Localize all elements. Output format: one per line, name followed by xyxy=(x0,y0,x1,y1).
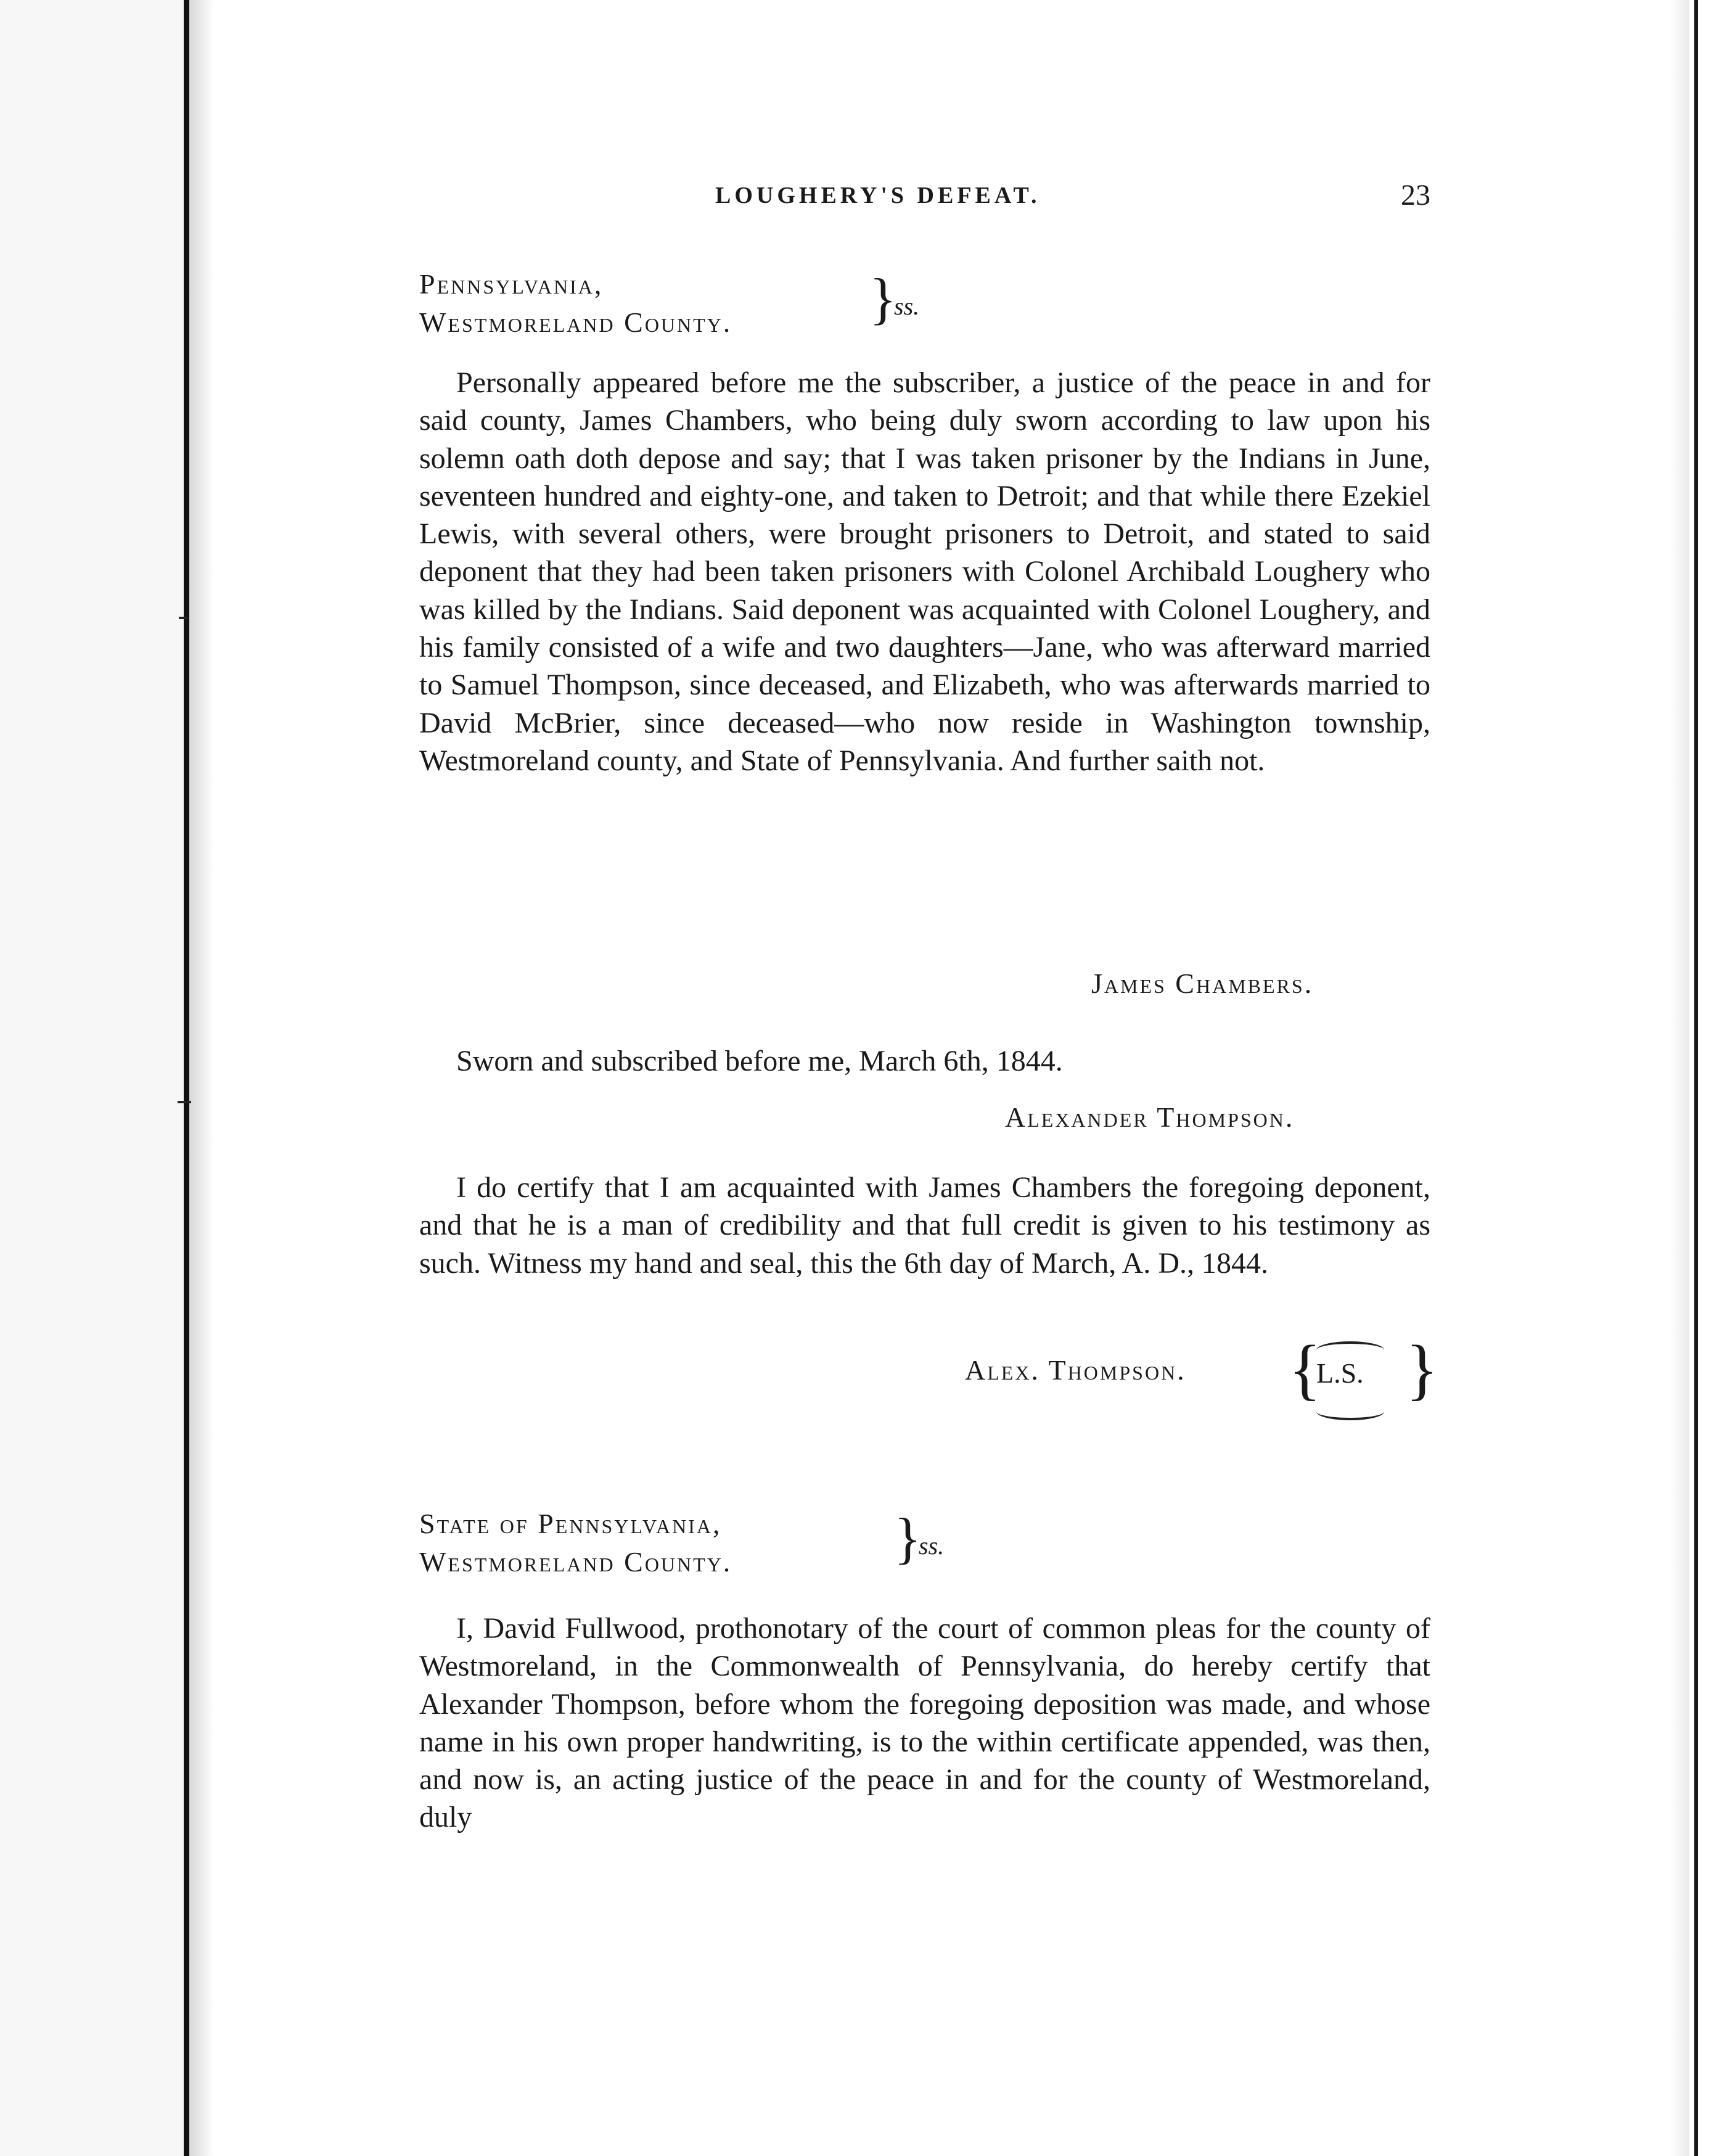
venue-ss: ss. xyxy=(919,1532,945,1560)
venue-state: State of Pennsylvania, xyxy=(419,1508,722,1539)
sworn-text: Sworn and subscribed before me, March 6th, 1844. xyxy=(456,1045,1063,1077)
running-header xyxy=(419,179,1430,219)
scan-mark xyxy=(179,617,187,619)
seal-scroll-bottom xyxy=(1316,1403,1384,1420)
deponent-signature: James Chambers. xyxy=(1091,968,1314,999)
certificate-paragraph xyxy=(419,1169,1430,1282)
scan-mark xyxy=(178,1101,191,1103)
venue-heading-1 xyxy=(419,265,974,345)
prothonotary-paragraph xyxy=(419,1610,1430,1837)
certificate-text: I do certify that I am acquainted with James Chambers the foregoing deponent, and that he is a man of credibility and that full credit is given to his testimony as such. Witness my hand and seal, this the 6th day of March, A. D., 1844. xyxy=(419,1171,1430,1280)
justice-signature: Alexander Thompson. xyxy=(1005,1101,1295,1133)
seal-text: L.S. xyxy=(1316,1357,1364,1389)
facing-page-edge xyxy=(0,0,184,2156)
venue-heading-2 xyxy=(419,1505,974,1585)
venue-county: Westmoreland County. xyxy=(419,307,732,338)
deposition-paragraph xyxy=(419,364,1430,780)
venue-state: Pennsylvania, xyxy=(419,268,604,300)
page-number: 23 xyxy=(1401,179,1430,212)
seal-right-brace: } xyxy=(1406,1331,1438,1407)
venue-brace: } xyxy=(894,1507,922,1570)
book-gutter xyxy=(184,0,189,2156)
gutter-shadow xyxy=(189,0,214,2156)
seal-left-brace: { xyxy=(1289,1331,1321,1407)
deposition-text: Personally appeared before me the subscriber, a justice of the peace in and for said county, James Chambers, who being duly sworn according to law upon his solemn oath doth depose and say; that I was taken prisoner by the Indians in June, seventeen hundred and eighty-one, and taken to Detroit; and that while there Ezekiel Lewis, with several others, were brought prisoners to Detroit, and stated to said deponent that they had been taken prisoners with Colonel Archibald Loughery who was killed by the Indians. Said deponent was acquainted with Colonel Loughery, and his family consisted of a wife and two daughters—Jane, who was afterward married to Samuel Thompson, since deceased, and Elizabeth, who was afterwards married to David McBrier, since deceased—who now reside in Washington township, Westmoreland county, and State of Pennsylvania. And further saith not. xyxy=(419,366,1430,777)
running-title: LOUGHERY'S DEFEAT. xyxy=(715,183,1041,208)
sworn-paragraph xyxy=(419,1042,1430,1080)
prothonotary-text: I, David Fullwood, prothonotary of the court of common pleas for the county of Westmoreland, in the Commonwealth of Pennsylvania, do hereby certify that Alexander Thompson, before whom the foregoing deposition was made, and whose name in his own proper handwriting, is to the within certificate appended, was then, and now is, an acting justice of the peace in and for the county of Westmoreland, duly xyxy=(419,1612,1430,1834)
venue-county: Westmoreland County. xyxy=(419,1546,732,1578)
seal-scroll-top xyxy=(1316,1341,1384,1359)
venue-brace: } xyxy=(869,267,897,330)
page-edge xyxy=(1689,0,1714,2156)
certifier-signature: Alex. Thompson. xyxy=(965,1354,1186,1386)
seal-mark xyxy=(1289,1331,1438,1422)
page-edge-line xyxy=(1694,0,1698,2156)
venue-ss: ss. xyxy=(894,292,920,320)
